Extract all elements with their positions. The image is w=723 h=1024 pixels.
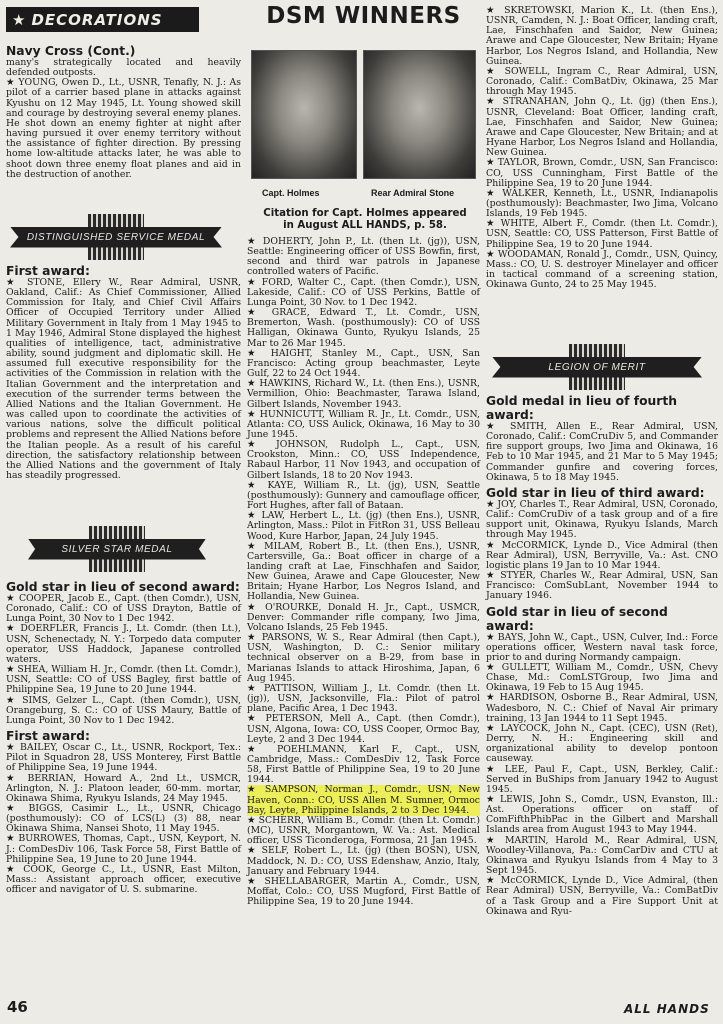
citation-entry: ★ STRANAHAN, John Q., Lt. (jg) (then Ens.), USNR, Cleveland: Boat Officer, landing craft, Lae, Finschhafen and Saidor, New Guinea; Arawe and Cape Gloucester, New Britain; and at Hyane Harbor, Los Negros Island and Hollandia, New Guinea. [486,96,718,159]
citation-entry: ★ SHEA, William H. Jr., Comdr. (then Lt. Comdr.), USN, Seattle: CO of USS Bagley, first battle of Philippine Sea, 19 June to 20 June 1944. [6,664,241,696]
lom-second-heading: Gold star in lieu of second award: [486,604,668,633]
silver-star-block [6,580,241,895]
citation-entry: ★ SHELLABARGER, Martin A., Comdr., USN, Moffat, Colo.: CO, USS Mugford, First Battle of Philippine Sea, 19 to 20 June 1944. [247,875,480,908]
citation-entry: ★ PARSONS, W. S., Rear Admiral (then Capt.), USN, Washington, D. C.: Senior military technical observer on a B-29, from base in Marianas Islands to attack Hiroshima, Japan, 6 Aug 1945. [247,632,480,684]
citation-entry: ★ BERRIAN, Howard A., 2nd Lt., USMCR, Arlington, N. J.: Platoon leader, 60-mm. mortar, Okinawa Shima, Ryukyu Islands, 24 May 1945. [6,772,241,804]
citation-entry: ★ SOWELL, Ingram C., Rear Admiral, USN, Coronado, Calif.: ComBatDiv, Okinawa, 25 Mar through May 1945. [486,65,718,98]
citation-entry: ★ BAYS, John W., Capt., USN, Culver, Ind.: Force operations officer, Western naval task force, prior to and during Normandy campaign. [486,631,718,663]
citation-entry: ★ LAW, Herbert L., Lt. (jg) (then Ens.), USNR, Arlington, Mass.: Pilot in FitRon 31, USS Belleau Wood, Kure Harbor, Japan, 24 July 1945. [247,510,480,542]
citation-entry: ★ BAILEY, Oscar C., Lt., USNR, Rockport, Tex.: Pilot in Squadron 28, USS Monterey, First Battle of Philippine Sea, 19 June 1944. [6,742,241,774]
citation-entry: ★ WHITE, Albert F., Comdr. (then Lt. Comdr.), USN, Seattle: CO, USS Patterson, First Battle of Philippine Sea, 19 to 20 June 1944. [486,218,718,250]
citation-entry: ★ PATTISON, William J., Lt. Comdr. (then Lt. (jg)), USN, Jacksonville, Fla.: Pilot of patrol plane, Pacific Area, 1 Dec 1943. [247,682,480,715]
citation-entry: ★ SKRETOWSKI, Marion K., Lt. (then Ens.), USNR, Camden, N. J.: Boat Officer, landing craft, Lae, Finschhafen and Saidor, New Guinea; Arawe and Cape Gloucester, New Britain; Hyane Harbor, Los Negros Island, and Hollandia, New Guinea. [486,5,718,67]
navy-cross-block [6,44,241,180]
citation-entry: ★ GRACE, Edward T., Lt. Comdr., USN, Bremerton, Wash. (posthumously): CO of USS Halligan, Okinawa Gunto, Ryukyu Islands, 25 Mar to 26 Mar 1945. [247,307,480,349]
citation-young: ★ YOUNG, Owen D., Lt., USNR, Tenafly, N. J.: As pilot of a carrier based plane in attacks against Kyushu on 12 May 1945, Lt. Young showed skill and courage by destroying several enemy planes. He shot down an enemy fighter at night after having pursued it over enemy territory without the assistance of fighter direction. By pressing home low-altitude attacks later, he was able to shoot down three enemy float planes and aid in the destruction of another. [6,77,241,180]
section-tag-label: DECORATIONS [31,10,163,29]
lom-fourth-heading: Gold medal in lieu of fourth award: [486,394,677,422]
magazine-name: ALL HANDS [624,1002,710,1016]
citation-entry: ★ BIGGS, Casimir L., Lt., USNR, Chicago (posthumously): CO of LCS(L) (3) 88, near Okinawa Shima, Nansei Shoto, 11 May 1945. [6,802,241,835]
ss-first-award-heading: First award: [6,729,90,744]
legion-of-merit-ribbon [492,354,702,380]
citation-entry: ★ WOODAMAN, Ronald J., Comdr., USN, Quincy, Mass.: CO, U. S. destroyer Minelayer and officer in tactical command of a screening station, Okinawa Gunto, 24 to 25 May 1945. [486,248,718,291]
citation-entry: ★ SELF, Robert L., Lt. (jg) (then BOSN), USN, Maddock, N. D.: CO, USS Edenshaw, Anzio, Italy, January and February 1944. [247,845,480,877]
citation-sampson-highlighted: ★ SAMPSON, Norman J., Comdr., USN, New Haven, Conn.: CO, USS Allen M. Sumner, Ormoc Bay, Leyte, Philippine Islands, 2 to 3 Dec 1944. [247,784,480,816]
citation-entry: ★ COOK, George C., Lt., USNR, East Milton, Mass.: Assistant approach officer, executive officer and navigator of U. S. submarine. [6,863,241,896]
citation-entry: ★ HUNNICUTT, William R. Jr., Lt. Comdr., USN, Atlanta: CO, USS Aulick, Okinawa, 16 May to 30 June 1945. [247,408,480,440]
citation-entry: ★ LEWIS, John S., Comdr., USN, Evanston, Ill.: Ast. Operations officer on staff of ComFifthPhibPac in the Gilbert and Marshall Islands area from August 1943 to May 1944. [486,794,718,836]
citation-entry: ★ HARDISON, Osborne B., Rear Admiral, USN, Wadesboro, N. C.: Chief of Naval Air primary training, 13 Jan 1944 to 11 Sept 1945. [486,692,718,724]
citation-entry: ★ LEE, Paul F., Capt., USN, Berkley, Calif.: Served in BuShips from January 1942 to August 1945. [486,763,718,795]
caption-rear-admiral-stone: Rear Admiral Stone [371,188,455,198]
citation-entry: ★ BURROWES, Thomas, Capt., USN, Keyport, N. J.: ComDesDiv 106, Task Force 58, First Battle of Philippine Sea, 19 June to 20 June 1944. [6,833,241,865]
citation-entry: ★ McCORMICK, Lynde D., Vice Admiral, (then Rear Admiral) USN, Berryville, Va.: ComBatDiv of a Task Group and a Fire Support Unit at Okinawa and Ryu- [486,875,718,917]
citation-entry: ★ FORD, Walter C., Capt. (then Comdr.), USN, Lakeside, Calif.: CO of USS Perkins, Battle of Lunga Point, 30 Nov. to 1 Dec 1942. [247,276,480,308]
citation-entry: ★ SCHERR, William B., Comdr. (then Lt. Comdr.) (MC), USNR, Morgantown, W. Va.: Ast. Medical officer, USS Ticonderoga, Formosa, 21 Jan 1945. [247,814,480,847]
citation-entry: ★ DOERFLER, Francis J., Lt. Comdr. (then Lt.), USN, Schenectady, N. Y.: Torpedo data computer operator, USS Haddock, Japanese controlled waters. [6,623,241,665]
citation-entry: ★ JOY, Charles T., Rear Admiral, USN, Coronado, Calif.: ComCruDiv of a task group and of a fire support unit, Okinawa, Ryukyu Islands, March through May 1945. [486,498,718,541]
dsm-first-award-block [6,264,241,481]
page-number: 46 [7,998,28,1016]
citation-entry: ★ SMITH, Allen E., Rear Admiral, USN, Coronado, Calif.: ComCruDiv 5, and Commander fire support groups, Iwo Jima and Okinawa, 16 Feb to 10 Mar 1945, and 21 Mar to 5 May 1945; Commander gunfire and covering forces, Okinawa, 5 to 18 May 1945. [486,421,718,483]
ss-first-award-col3-block [486,6,718,290]
citation-entry: ★ SIMS, Gelzer L., Capt. (then Comdr.), USN, Orangeburg, S. C.: CO of USS Maury, Battle of Lunga Point, 30 Nov to 1 Dec 1942. [6,694,241,726]
dsm-ribbon-label: DISTINGUISHED SERVICE MEDAL [26,231,206,243]
citation-entry: ★ PETERSON, Mell A., Capt. (then Comdr.), USN, Algona, Iowa: CO, USS Cooper, Ormoc Bay, Leyte, 2 and 3 Dec 1944. [247,713,480,745]
citation-entry: ★ HAIGHT, Stanley M., Capt., USN, San Francisco: Acting group beachmaster, Leyte Gulf, 22 to 24 Oct 1944. [247,347,480,380]
lom-third-heading: Gold star in lieu of third award: [486,485,705,500]
citation-entry: ★ LAYCOCK, John N., Capt. (CEC), USN (Ret), Derry, N. H.: Engineering skill and organizational ability to develop pontoon causeway. [486,722,718,765]
navy-cross-heading: Navy Cross (Cont.) [6,44,136,58]
citation-stone: ★ STONE, Ellery W., Rear Admiral, USNR, Oakland, Calif.: As Chief Commissioner, Allied Commission for Italy, and Chief Civil Affairs Officer of Occupied Territory under Allied Military Government in Italy from 1 May 1945 to 1 May 1946, Admiral Stone displayed the highest qualities of intelligence, tact, administrative ability, sound judgment and diplomatic skill. He assumed full executive responsibility for the activities of the Commission in relation with the Italian Government and the interpretation and execution of the surrender terms between the Allied Nations and the Italian Government. He was called upon to coordinate the activities of various nations, solve the difficult political problems and represent the Allied Nations before the Italian people. As a result of his careful direction, the satisfactory relationship between the Allied Nations and the government of Italy has steadily progressed. [6,277,241,481]
citation-entry: ★ MILAM, Robert B., Lt. (then Ens.), USNR, Cartersville, Ga.: Boat officer in charge of a landing craft at Lae, Finschhafen and Saidor, New Guinea, Arawe and Cape Gloucester, New Britain; Hyane Harbor, Los Negros Island, and Hollandia, New Guinea. [247,540,480,603]
citation-entry: ★ DOHERTY, John P., Lt. (then Lt. (jg)), USN, Seattle: Engineering officer of USS Bowfin, first, second and third war patrols in Japanese controlled waters of Pacific. [247,236,480,278]
legion-of-merit-block [486,394,718,917]
citation-entry: ★ KAYE, William R., Lt. (jg), USN, Seattle (posthumously): Gunnery and camouflage officer, Fort Hughes, after fall of Bataan. [247,479,480,512]
citation-entry: ★ MARTIN, Harold M., Rear Admiral, USN, Woodley-Villanova, Pa.: ComCarDiv and CTU at Okinawa and Ryukyu Islands from 4 May to 3 Sept 1945. [486,834,718,877]
page-title: DSM WINNERS [266,3,461,29]
ss-gold-star-heading: Gold star in lieu of second award: [6,580,240,594]
citation-entry: ★ GULLETT, William M., Comdr., USN, Chevy Chase, Md.: ComLSTGroup, Iwo Jima and Okinawa, 19 Feb to 15 Aug 1945. [486,661,718,694]
citation-entry: ★ O'ROURKE, Donald H. Jr., Capt., USMCR, Denver: Commander rifle company, Iwo Jima, Volcano Islands, 25 Feb 1945. [247,601,480,633]
dsm-first-award-heading: First award: [6,264,90,278]
silver-star-ribbon [28,536,206,562]
citation-entry: ★ STYER, Charles W., Rear Admiral, USN, San Francisco: ComSubLant, November 1944 to January 1946. [486,570,718,602]
photo-rear-admiral-stone [363,50,476,179]
citation-entry: ★ COOPER, Jacob E., Capt. (then Comdr.), USN, Coronado, Calif.: CO of USS Drayton, Battle of Lunga Point, 30 Nov to 1 Dec 1942. [6,593,241,625]
silver-star-ribbon-label: SILVER STAR MEDAL [61,543,173,555]
ss-first-award-cont-block [247,237,480,907]
citation-note: Citation for Capt. Holmes appeared in August ALL HANDS, p. 58. [263,208,467,231]
dsm-ribbon [10,224,222,250]
citation-entry: ★ POEHLMANN, Karl F., Capt., USN, Cambridge, Mass.: ComDesDiv 12, Task Force 58, First Battle of Philippine Sea, 19 to 20 June 1944. [247,743,480,786]
citation-entry: ★ McCORMICK, Lynde D., Vice Admiral (then Rear Admiral), USN, Berryville, Va.: Ast. CNO logistic plans 19 Jan to 10 Mar 1944. [486,539,718,571]
legion-ribbon-label: LEGION OF MERIT [548,361,646,373]
caption-capt-holmes: Capt. Holmes [262,188,320,198]
decorations-section-tag [6,7,199,32]
photo-capt-holmes [251,50,357,179]
page-title-block [247,3,480,29]
citation-entry: ★ TAYLOR, Brown, Comdr., USN, San Francisco: CO, USS Cunningham, First Battle of the Philippine Sea, 19 to 20 June 1944. [486,157,718,189]
navy-cross-continuation: many's strategically located and heavily defended outposts. [6,57,241,79]
citation-entry: ★ WALKER, Kenneth, Lt., USNR, Indianapolis (posthumously): Beachmaster, Iwo Jima, Volcano Islands, 19 Feb 1945. [486,187,718,220]
star-icon: ★ [12,10,27,29]
citation-entry: ★ HAWKINS, Richard W., Lt. (then Ens.), USNR, Vermillion, Ohio: Beachmaster, Tarawa Island, Gilbert Islands, November 1943. [247,378,480,410]
citation-entry: ★ JOHNSON, Rudolph L., Capt., USN, Crookston, Minn.: CO, USS Independence, Rabaul Harbor, 11 Nov 1943, and occupation of Gilbert Islands, 18 to 20 Nov 1943. [247,439,480,481]
